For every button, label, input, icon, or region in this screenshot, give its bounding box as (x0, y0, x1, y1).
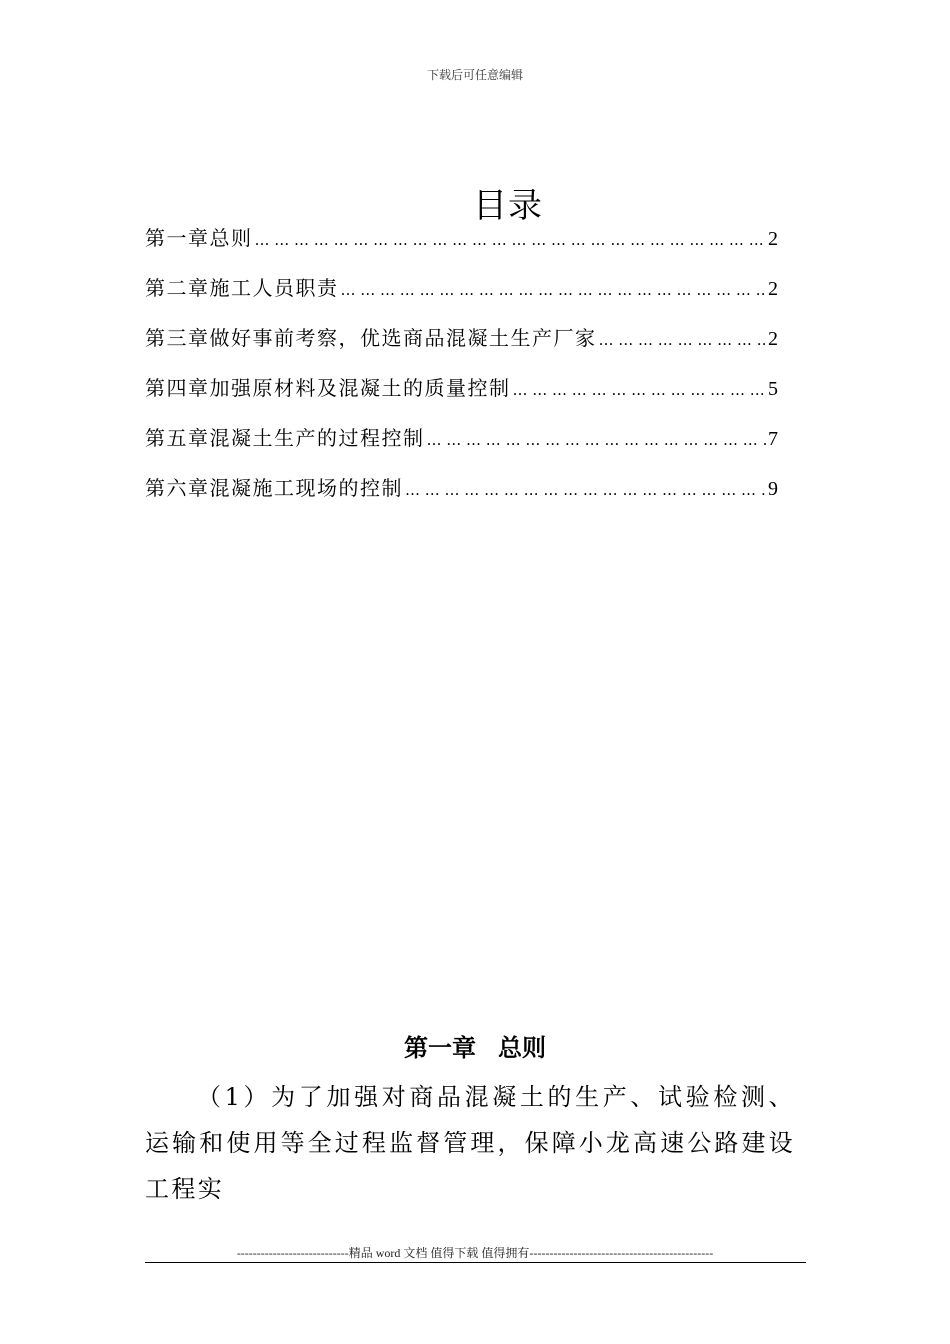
toc-entry[interactable] (145, 472, 778, 522)
toc-leader-dots (599, 331, 768, 349)
toc-title: 目录 (473, 186, 543, 226)
chapter-name: 总则 (498, 1034, 546, 1062)
chapter-paragraph: （1）为了加强对商品混凝土的生产、试验检测、运输和使用等全过程监督管理，保障小龙高速公路建设工程实 (145, 1083, 795, 1203)
toc-entry-title: 第六章混凝施工现场的控制 (145, 476, 403, 500)
toc-entry-page: 2 (768, 328, 778, 350)
toc-entry[interactable] (145, 322, 778, 372)
toc-leader-dots (513, 381, 768, 399)
toc-entry-page: 7 (768, 428, 778, 450)
toc-entry-page: 2 (768, 228, 778, 250)
toc-entry[interactable] (145, 222, 778, 272)
toc-entry[interactable] (145, 372, 778, 422)
toc-leader-dots (341, 281, 768, 299)
toc-leader-dots (255, 231, 768, 249)
toc-entry-title: 第三章做好事前考察，优选商品混凝土生产厂家 (145, 326, 597, 350)
toc-entry-page: 2 (768, 278, 778, 300)
chapter-heading (0, 1028, 950, 1063)
table-of-contents (145, 222, 778, 522)
toc-leader-dots (427, 431, 768, 449)
toc-entry-title: 第一章总则 (145, 226, 253, 250)
toc-entry-title: 第五章混凝土生产的过程控制 (145, 426, 425, 450)
toc-entry[interactable] (145, 272, 778, 322)
page-header-note: 下载后可任意编辑 (426, 68, 523, 82)
toc-entry-title: 第四章加强原材料及混凝土的质量控制 (145, 376, 511, 400)
page-footer-text: ----------------------------精品 word 文档 值得下载 值得拥有---------------------------------------------- (236, 1246, 714, 1260)
toc-leader-dots (405, 481, 767, 499)
footer-divider (145, 1262, 806, 1263)
toc-entry-page: 5 (768, 378, 778, 400)
toc-entry[interactable] (145, 422, 778, 472)
toc-entry-page: 9 (768, 478, 778, 500)
chapter-number: 第一章 (404, 1034, 476, 1062)
toc-entry-title: 第二章施工人员职责 (145, 276, 339, 300)
